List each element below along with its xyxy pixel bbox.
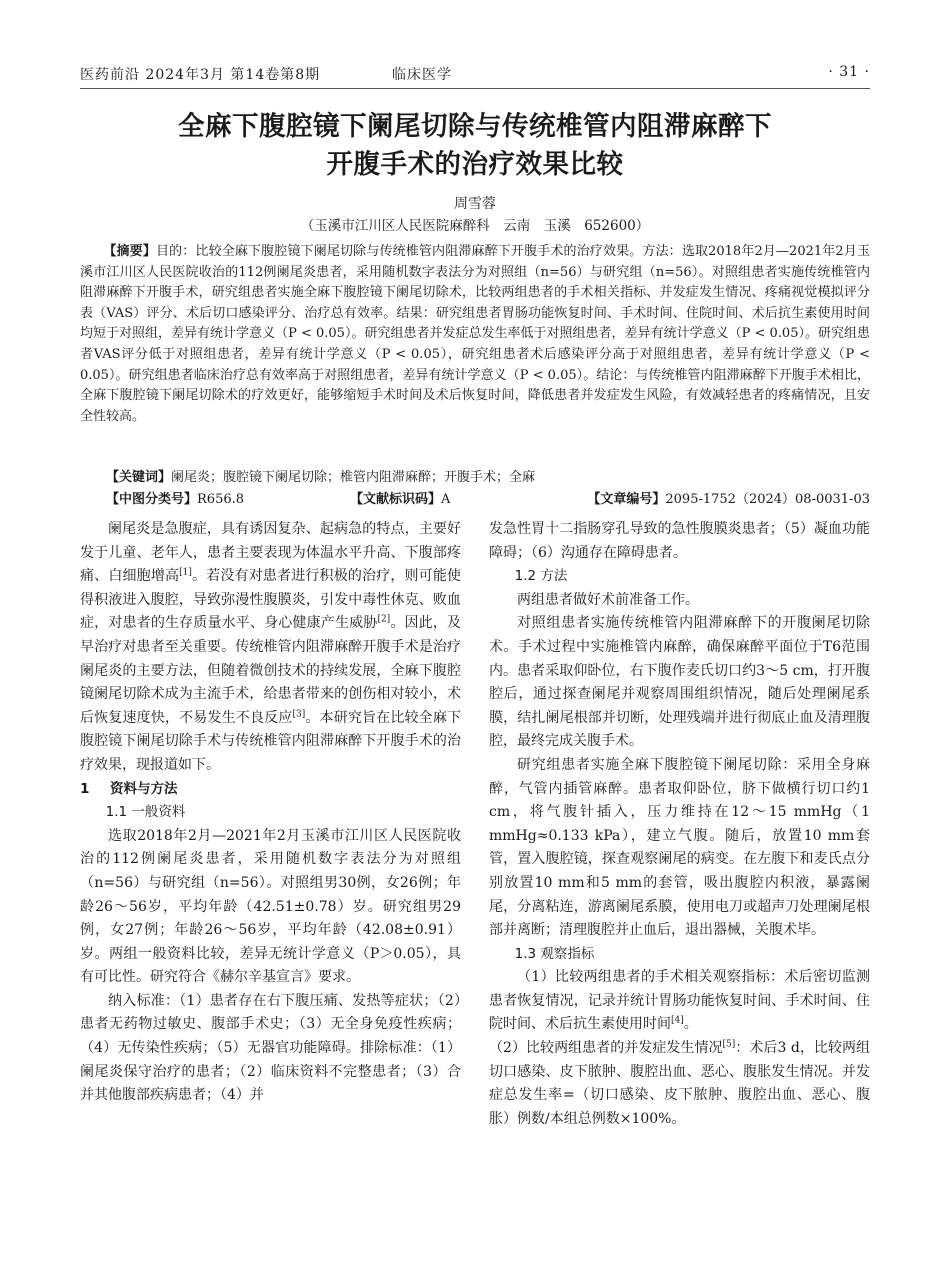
- section-1-1-heading: 1.1 一般资料: [105, 804, 186, 821]
- study-method-paragraph: 研究组患者实施全麻下腹腔镜下阑尾切除：采用全身麻醉，气管内插管麻醉。患者取仰卧位，脐下做横行切口约1 cm，将气腹针插入，压力维持在12～15 mmHg（1 mmHg≈0.133 kPa），建立气腹。随后，放置10 mm套管，置入腹腔镜，探查观察阑尾的病变。在左腹下和麦氏点分别放置10 mm和5 mm的套管，吸出腹腔内积液，暴露阑尾，分离粘连，游离阑尾系膜，使用电刀或超声刀处理阑尾根部并离断；清理腹腔并止血后，退出器械，关腹术毕。: [489, 756, 870, 939]
- observation-1-paragraph: （1）比较两组患者的手术相关观察指标：术后密切监测患者恢复情况，记录并统计胃肠功能恢复时间、手术时间、住院时间、术后抗生素使用时间[4]。: [489, 969, 870, 1033]
- section-name: 临床医学: [392, 67, 452, 83]
- article-no-value: 2095-1752（2024）08-0031-03: [665, 492, 870, 507]
- criteria-paragraph: 纳入标准：（1）患者存在右下腹压痛、发热等症状；（2）患者无药物过敏史、腹部手术史；（3）无全身免疫性疾病；（4）无传染性疾病；（5）无器官功能障碍。排除标准：（1）阑尾炎保守治疗的患者；（2）临床资料不完整患者；（3）合并其他腹部疾病患者；（4）并: [80, 992, 461, 1104]
- page-number: · 31 ·: [828, 64, 870, 80]
- control-method-paragraph: 对照组患者实施传统椎管内阻滞麻醉下的开腹阑尾切除术。手术过程中实施椎管内麻醉，确保麻醉平面位于T6范围内。患者采取仰卧位，右下腹作麦氏切口约3～5 cm，打开腹腔后，通过探查阑尾并观察周围组织情况，随后处理阑尾系膜，结扎阑尾根部并切断，处理残端并进行彻底止血及清理腹腔，最终完成关腹手术。: [489, 615, 870, 750]
- citation-5: [5]: [722, 1039, 736, 1050]
- body-column-left: [80, 518, 461, 1108]
- intro-paragraph: 阑尾炎是急腹症，具有诱因复杂、起病急的特点，主要好发于儿童、老年人，患者主要表现为体温水平升高、下腹部疼痛、白细胞增高[1]。若没有对患者进行积极的治疗，则可能使得积液进入腹腔，导致弥漫性腹膜炎，引发中毒性休克、败血症，对患者的生存质量水平、身心健康产生威胁[2]。因此，及早治疗对患者至关重要。传统椎管内阻滞麻醉开腹手术是治疗阑尾炎的主要方法，但随着微创技术的持续发展，全麻下腹腔镜阑尾切除术成为主流手术，给患者带来的创伤相对较小，术后恢复速度快，不易发生不良反应[3]。本研究旨在比较全麻下腹腔镜下阑尾切除手术与传统椎管内阻滞麻醉下开腹手术的治疗效果，现报道如下。: [80, 521, 462, 773]
- section-1-heading: 1 资料与方法: [80, 780, 178, 797]
- title-line-1: 全麻下腹腔镜下阑尾切除与传统椎管内阻滞麻醉下: [178, 111, 772, 142]
- citation-1: [1]: [179, 567, 192, 578]
- section-1-3-heading: 1.3 观察指标: [514, 945, 595, 962]
- abstract-text: 目的：比较全麻下腹腔镜下阑尾切除与传统椎管内阻滞麻醉下开腹手术的治疗效果。方法：选取2018年2月—2021年2月玉溪市江川区人民医院收治的112例阑尾炎患者，采用随机数字表法分为对照组（n=56）与研究组（n=56）。对照组患者实施传统椎管内阻滞麻醉下开腹手术，研究组患者实施全麻下腹腔镜下阑尾切除术，比较两组患者的手术相关指标、并发症发生情况、疼痛视觉模拟评分表（VAS）评分、术后切口感染评分、治疗总有效率。结果：研究组患者胃肠功能恢复时间、手术时间、住院时间、术后抗生素使用时间均短于对照组，差异有统计学意义（P < 0.05）。研究组患者并发症总发生率低于对照组患者，差异有统计学意义（P < 0.05）。研究组患者VAS评分低于对照组患者，差异有统计学意义（P < 0.05），研究组患者术后感染评分高于对照组患者，差异有统计学意义（P < 0.05）。研究组患者临床治疗总有效率高于对照组患者，差异有统计学意义（P < 0.05）。结论：与传统椎管内阻滞麻醉下开腹手术相比，全麻下腹腔镜下阑尾切除术的疗效更好，能够缩短手术时间及术后恢复时间，降低患者并发症发生风险，有效减轻患者的疼痛情况，且安全性较高。: [80, 244, 870, 424]
- article-title: [80, 108, 870, 184]
- author: 周雪蓉: [454, 196, 496, 212]
- abstract: [80, 242, 870, 427]
- citation-2: [2]: [377, 614, 391, 625]
- clc-label: 【中图分类号】: [106, 492, 198, 507]
- keywords-text: 阑尾炎；腹腔镜下阑尾切除；椎管内阻滞麻醉；开腹手术；全麻: [171, 470, 536, 485]
- journal-info: 医药前沿 2024年3月 第14卷第8期: [80, 67, 321, 83]
- body-column-right: [489, 518, 870, 1131]
- prep-paragraph: 两组患者做好术前准备工作。: [517, 591, 699, 608]
- general-data-paragraph: 选取2018年2月—2021年2月玉溪市江川区人民医院收治的112例阑尾炎患者，采用随机数字表法分为对照组（n=56）与研究组（n=56）。对照组男30例，女26例；年龄26～56岁，平均年龄（42.51±0.78）岁。研究组男29例，女27例；年龄26～56岁，平均年龄（42.08±0.91）岁。两组一般资料比较，差异无统计学意义（P＞0.05），具有可比性。研究符合《赫尔辛基宣言》要求。: [80, 827, 461, 986]
- doc-code-label: 【文献标识码】: [350, 492, 442, 507]
- article-no-label: 【文章编号】: [587, 492, 666, 507]
- citation-4: [4]: [671, 1015, 684, 1026]
- section-1-2-heading: 1.2 方法: [514, 568, 568, 585]
- citation-3: [3]: [292, 709, 306, 720]
- keywords-label: 【关键词】: [106, 470, 172, 485]
- observation-2-paragraph: （2）比较两组患者的并发症发生情况[5]：术后3 d，比较两组切口感染、皮下脓肿、腹腔出血、恶心、腹胀发生情况。并发症总发生率=（切口感染、皮下脓肿、腹腔出血、恶心、腹胀）例数/本组总例数×100%。: [489, 1039, 870, 1127]
- keywords: [106, 466, 870, 485]
- classification-line: [106, 488, 870, 508]
- criteria-continued: 发急性胃十二指肠穿孔导致的急性腹膜炎患者；（5）凝血功能障碍；（6）沟通存在障碍患者。: [489, 521, 870, 561]
- clc-value: R656.8: [197, 492, 245, 507]
- title-line-2: 开腹手术的治疗效果比较: [326, 149, 624, 180]
- running-header: [80, 60, 870, 89]
- affiliation: （玉溪市江川区人民医院麻醉科 云南 玉溪 652600）: [300, 218, 650, 234]
- doc-code-value: A: [441, 492, 451, 507]
- abstract-label: 【摘要】: [103, 244, 156, 259]
